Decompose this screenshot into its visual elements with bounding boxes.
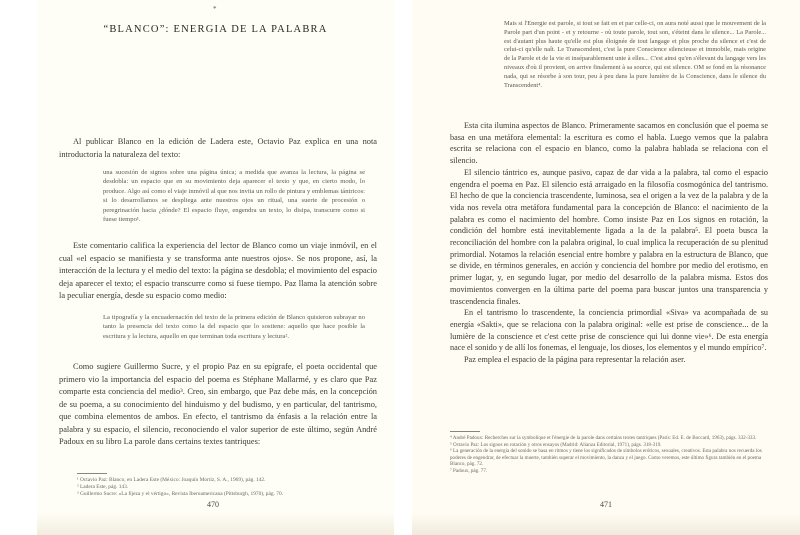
footnote-1: ¹ Octavio Paz: Blanco, en Ladera Este (México: Joaquín Mortiz, S. A., 1969), pág. 142. [77, 477, 266, 483]
right-paragraph-3: En el tantrismo lo trascendente, la conciencia primordial «Siva» va acompañada de su energía «Sakti», que se relaciona con la palabra original: «elle est prise de conscience... de la lumière de la conscience et c'est cette prise de conscience qui lui donne vie»⁶. De esta energía nace el sonido y de allí los fonemas, el lenguaje, los dioses, los elementos y el mundo empírico⁷. [450, 308, 768, 353]
right-paragraph-2: El silencio tántrico es, aunque pasivo, capaz de dar vida a la palabra, tal como el espacio engendra el poema en Paz. El silencio está arraigado en la filosofía cosmogónica del tantrismo. El hecho de que la conciencia trascendente, luminosa, sea el origen a la vez de la palabra y de la vida nos revela otra metáfora fundamental para la concepción de Blanco: el nacimiento de la palabra es como el nacimiento del hombre. Como insiste Paz en Los signos en rotación, la condición del hombre está inevitablemente ligada a la de la palabra⁵. El poeta busca la reconciliación del hombre con la palabra original, lo cual implica la recuperación de su plenitud primordial. Notamos la relación esencial entre hombre y palabra en la estructura de Blanco, que se divide, en términos generales, en acción y conciencia del hombre por medio del erotismo, en primer lugar, y, en segundo lugar, por medio del desarrollo de la palabra misma. Estos dos movimientos convergen en la última parte del poema para buscar juntos una transparencia y trascendencia finales. [450, 167, 768, 306]
footnote-6: ⁶ La generación de la energía del sonido se basa en ritmos y tiene los significados de símbolos eróticos, sexuales, creativos. Esta palabra nos recuerda los poderes de engendrar, de efectuar la muerte, también superar el movimiento, la danza y el juego. Como veremos, este último figura también en el poema Blanco, pág. 72. [450, 448, 762, 468]
gutter [394, 0, 412, 535]
footnote-7: ⁷ Padoux, pág. 77. [450, 467, 488, 474]
block-quote-french: Mais si l'Energie est parole, si tout se fait en et par celle-ci, on aura noté aussi que le mouvement de la Parole part d'un point - et y retourne - où toute parole, tout son, s'éteint dans le silence... La Parole... est d'autant plus haute qu'elle est plus éloignée de tout langage et plus proche du silence et c'est de celui-ci qu'elle naît. Le Transcendent, c'est la pure Conscience silencieuse et immobile, mais origine de la Parole et de la vie et inséparablement unie à elles... C'est ainsi qu'en s'élevant du langage vers les niveaux d'où il provient, on arrive finalement à sa source, qui est silence. OM se fond en la résonance nada, qui se résorbe à son tour, peu à peu dans la pure lumière de la Conscience, dans le silence du Transcendent⁴. [504, 20, 766, 89]
paragraph-2-text: Este comentario califica la experiencia del lector de Blanco como un viaje inmóvil, en el cual «el espacio se manifiesta y se transforma ante nuestros ojos». Se nos propone, así, la interacción de la lectura y el medio del texto: la página se desdobla; el movimiento del espacio deja aparecer el texto; el espacio transcurre como si fuese tiempo. Paz llama la atención sobre la peculiar energía, desde su espacio como medio: [59, 241, 377, 300]
block-quote-1: una sucesión de signos sobre una página única; a medida que avanza la lectura, la página se desdobla: un espacio que en su movimiento deja aparecer el texto y que, en cierto modo, lo produce. Algo así como el viaje inmóvil al que nos invita un rollo de pintura y emblemas tántricos: si lo desarrollamos se despliega ante nuestros ojos un ritual, una suerte de procesión o peregrinación hacia ¿dónde? El espacio fluye, engendra un texto, lo disipa, transcurre como si fuese tiempo¹. [103, 169, 365, 224]
intro-paragraph [59, 136, 377, 161]
page-number: 471 [600, 500, 612, 509]
intro-text: Al publicar Blanco en la edición de Ladera este, Octavio Paz explica en una nota introductoria la naturaleza del texto: [59, 137, 377, 159]
block-quote-2: La tipografía y la encuadernación del texto de la primera edición de Blanco quisieron subrayar no tanto la presencia del texto como la del espacio que lo sostiene: aquello que hace posible la escritura y la lectura, aquello en que terminan toda escritura y lectura². [103, 314, 365, 340]
footnote-rule [450, 431, 480, 432]
right-paragraph-1: Esta cita ilumina aspectos de Blanco. Primeramente sacamos en conclusión que el poema se basa en una metáfora elemental: la escritura es como el habla. Luego vemos que la palabra escrita se relaciona con el espacio en blanco, como la palabra hablada se relaciona con el silencio. [450, 121, 768, 166]
footnote-5: ⁵ Octavio Paz: Los signos en rotación y otros ensayos (Madrid: Alianza Editorial, 1971), págs. 318-319. [450, 441, 662, 448]
page-number: 470 [207, 500, 219, 509]
footnote-2: ² Ladera Este, pág. 143. [77, 484, 129, 491]
footnotes [77, 477, 377, 499]
left-page [37, 0, 394, 535]
page-edge-shadow [412, 513, 800, 535]
right-paragraph-4: Paz emplea el espacio de la página para representar la relación aser. [464, 355, 686, 365]
paragraph-3 [59, 361, 377, 449]
footnotes [450, 435, 768, 475]
right-body [450, 120, 768, 366]
footnote-3: ³ Guillermo Sucre: «La fijeza y el vértigo», Revista Iberoamericana (Pittsburgh, 1970), pág. 70. [77, 491, 284, 498]
footnote-4: ⁴ André Padoux: Recherches sur la symbolique et l'énergie de la parole dans certains textes tantriques (París: Ed. E. de Boccard, 1963), págs. 332-333. [450, 435, 757, 441]
page-edge-shadow [37, 513, 394, 535]
paragraph-3-text: Como sugiere Guillermo Sucre, y el propio Paz en su epígrafe, el poeta occidental que primero vio la importancia del espacio del poema es Stéphane Mallarmé, y es claro que Paz comparte esta conciencia del medio³. Creo, sin embargo, que Paz debe más, en la concepción de su poema, a su conocimiento del hinduismo y del budismo, y en particular, del tantrismo, que combina elementos de ambos. En efecto, el tantrismo da énfasis a la relación entre la palabra y su espacio, el silencio, reconociendo el valor superior de este último, según André Padoux en su libro La parole dans certains textes tantriques: [59, 362, 377, 446]
right-page [412, 0, 800, 535]
footnote-rule [77, 473, 107, 474]
title-asterisk: * [213, 5, 217, 13]
page-title: “BLANCO”: ENERGIA DE LA PALABRA [103, 24, 328, 35]
paragraph-2 [59, 240, 377, 303]
